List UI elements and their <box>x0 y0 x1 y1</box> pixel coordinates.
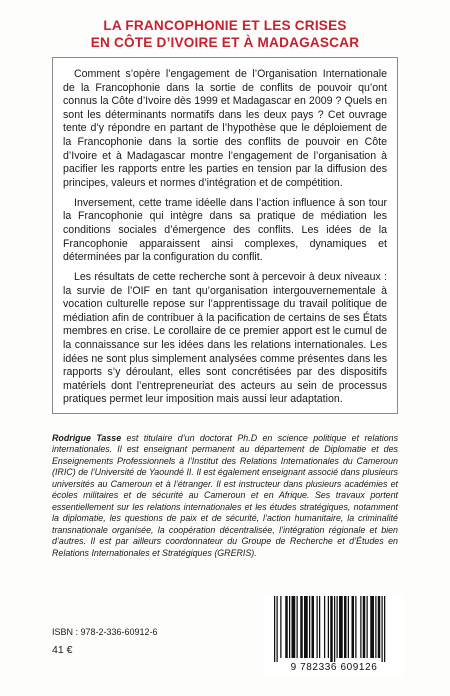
barcode-bar <box>312 596 315 658</box>
barcode-bar <box>309 596 310 658</box>
barcode-bar <box>292 596 296 658</box>
barcode-bar <box>334 596 335 662</box>
barcode-bar <box>348 596 349 658</box>
summary-text <box>63 68 387 413</box>
summary-paragraph-1: Comment s’opère l’engagement de l’Organisation Internationale de la Francophonie dans la sortie de conflits de pouvoir qu’ont connus la Côte d’Ivoire dès 1999 et Madagascar en 2009 ? Quels en sont les déterminants normatifs dans les deux pays ? Cet ouvrage tente d’y répondre en partant de l’hypothèse que le déploiement de la Francophonie dans la sortie des conflits de pouvoir en Côte d’Ivoire et à Madagascar montre l’engagement de l’organisation à pacifier les rapports entre les parties en tension par la diffusion des principes, valeurs et normes d’intégration et de compétition. <box>63 68 387 189</box>
barcode-bar <box>363 596 366 658</box>
barcode-bar <box>352 596 355 658</box>
barcode-bar <box>367 596 368 658</box>
barcode-bar <box>344 596 347 658</box>
barcode-bar <box>370 596 374 658</box>
barcode-bar <box>382 596 383 662</box>
barcode-bar <box>328 596 329 658</box>
author-bio-text: est titulaire d’un doctorat Ph.D en science politique et relations internationales. Il est enseignant permanent au département de Diplomatie et des Enseignements Professionnels à l’Institut des Relations Internationales du Cameroun (IRIC) de l’Université de Yaoundé II. Il est également enseignant associé dans plusieurs universités au Cameroun et à l’étranger. Il est instructeur dans plusieurs académies et écoles militaires et de sécurité au Cameroun et en Afrique. Ses travaux portent essentiellement sur les relations internationales et les études stratégiques, notamment la diplomatie, les questions de paix et de sécurité, l’action humanitaire, la criminalité transnationale organisée, la coopération décentralisée, l’intégration régionale et bien d’autres. Il est par ailleurs coordonnateur du Groupe de Recherche et d’Études en Relations Internationales et Stratégiques (GRERIS). <box>52 433 399 558</box>
barcode-bar <box>280 596 281 658</box>
barcode-bar <box>339 596 343 658</box>
book-title-line-1: LA FRANCOPHONIE ET LES CRISES <box>103 18 347 33</box>
barcode-digits: 9 782336 609126 <box>290 662 378 673</box>
barcode-bar <box>285 596 288 658</box>
barcode-bar <box>378 596 381 658</box>
barcode-bar <box>297 596 298 658</box>
barcode-bars <box>264 596 404 662</box>
barcode-bar <box>319 596 320 658</box>
book-title <box>40 17 410 51</box>
barcode-bar <box>277 596 278 662</box>
book-title-line-2: EN CÔTE D’IVOIRE ET À MADAGASCAR <box>90 35 360 50</box>
barcode-bar <box>300 596 303 658</box>
barcode-bar <box>289 596 290 658</box>
barcode <box>264 596 404 676</box>
summary-paragraph-3: Les résultats de cette recherche sont à percevoir à deux niveaux : la survie de l’OIF en tant qu’organisation intergouvernementale à vocation culturelle repose sur l’apprentissage du travail politique de médiation afin de contribuer à la pacification de certains de ses États membres en crise. Le corollaire de ce premier apport est le cumul de la connaissance sur les idées dans les relations internationales. Les idées ne sont plus simplement analysées comme présentes dans les rapports s’y déroulant, elles sont concrétisées par des dispositifs matériels dont l’entrepreneuriat des acteurs au sein de processus pratiques permet leur imposition mais aussi leur adaptation. <box>63 271 387 406</box>
barcode-bar <box>317 596 318 658</box>
author-bio <box>52 433 398 559</box>
barcode-bar <box>304 596 308 658</box>
barcode-bar <box>360 596 361 658</box>
barcode-bar <box>337 596 338 658</box>
isbn: ISBN : 978-2-336-60912-6 <box>52 627 158 637</box>
author-name: Rodrigue Tasse <box>52 433 122 443</box>
barcode-bar <box>330 596 333 662</box>
summary-paragraph-2: Inversement, cette trame idéelle dans l’action influence à son tour la Francophonie qui intègre dans sa pratique de médiation les conditions sociales d’émergence des conflits. Les idées de la Francophonie apparaissent ainsi complexes, dynamiques et déterminées par la configuration du conflit. <box>63 196 387 264</box>
price: 41 € <box>52 644 73 656</box>
barcode-bar <box>384 596 385 662</box>
barcode-bar <box>355 596 356 658</box>
barcode-bar <box>274 596 275 662</box>
barcode-bar <box>375 596 376 658</box>
summary-box <box>52 57 398 414</box>
barcode-bar <box>324 596 325 658</box>
